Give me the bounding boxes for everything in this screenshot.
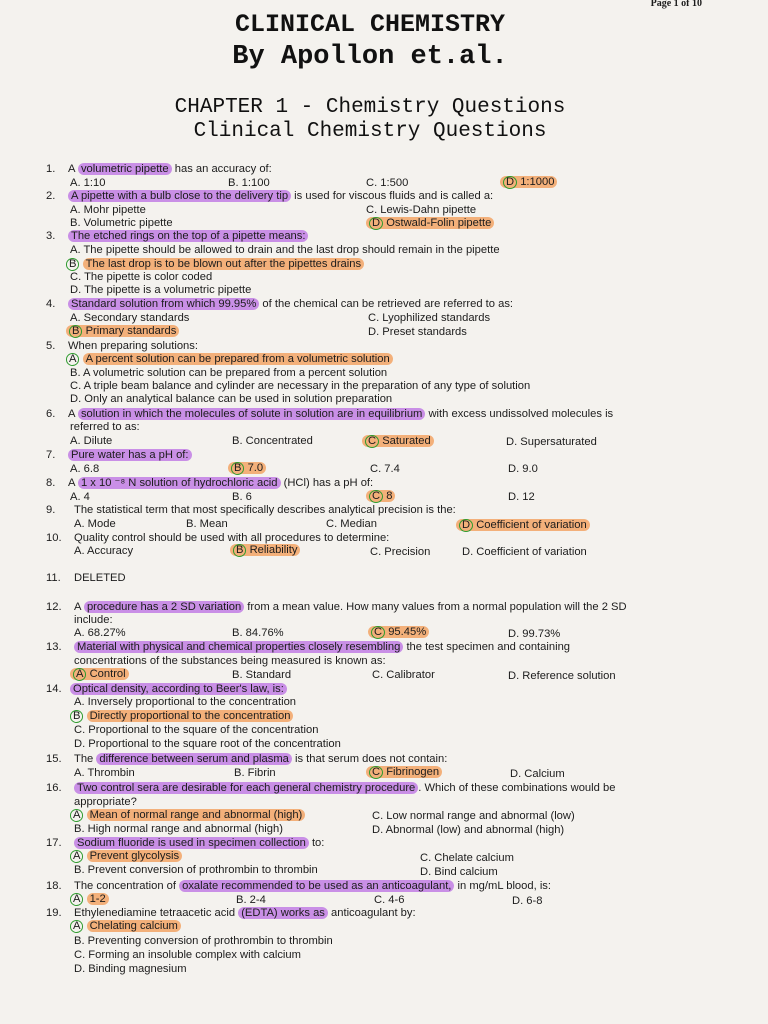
option-c: C. A triple beam balance and cylinder are necessary in the preparation of any type of solution	[70, 380, 531, 392]
answer-circle: B	[233, 544, 246, 557]
option-d: D. 99.73%	[508, 628, 561, 640]
option-b: B. Concentrated	[232, 435, 313, 447]
highlight: volumetric pipette	[78, 163, 172, 175]
question-number: 4.	[46, 298, 56, 310]
question-stem: Sodium fluoride is used in specimen collection to:	[74, 837, 324, 850]
question-number: 2.	[46, 190, 56, 202]
option-b: B. 2-4	[236, 894, 266, 906]
question-number: 16.	[46, 782, 62, 794]
question-number: 5.	[46, 340, 56, 352]
question-stem-cont: appropriate?	[74, 796, 137, 808]
option-d: D. Only an analytical balance can be used in solution preparation	[70, 393, 393, 405]
highlight: Sodium fluoride is used in specimen collection	[74, 837, 309, 849]
answer-circle: B	[70, 710, 83, 723]
question-stem	[68, 449, 192, 462]
option-d-correct: D 1:1000	[500, 176, 557, 189]
option-a: A. Inversely proportional to the concentration	[74, 696, 297, 708]
question-stem: A solution in which the molecules of solute in solution are in equilibrium with excess undissolved molecules is	[68, 408, 614, 420]
option-b-correct: B Directly proportional to the concentration	[70, 710, 293, 723]
option-a: A. 6.8	[70, 463, 100, 475]
answer-circle: C	[369, 490, 383, 503]
option-a-correct: A 1-2	[70, 893, 109, 906]
question-stem: A procedure has a 2 SD variation from a mean value. How many values from a normal population will the 2 SD	[74, 601, 627, 613]
option-a: A. Accuracy	[74, 545, 134, 557]
option-b: B. Preventing conversion of prothrombin to thrombin	[74, 935, 333, 947]
question-stem: Quality control should be used with all procedures to determine:	[74, 532, 390, 544]
highlight: Pure water has a pH of:	[68, 449, 192, 461]
option-a: A. Mode	[74, 518, 116, 530]
question-stem-cont: referred to as:	[70, 421, 140, 433]
option-c: C. Lyophilized standards	[368, 312, 491, 324]
answer-circle: A	[70, 920, 83, 933]
option-b: B. Prevent conversion of prothrombin to thrombin	[74, 864, 318, 876]
option-b-correct: B Primary standards	[66, 325, 179, 338]
option-c: C. Precision	[370, 546, 431, 558]
option-d-correct: D Ostwald-Folin pipette	[366, 217, 494, 230]
question-stem: Two control sera are desirable for each general chemistry procedure . Which of these combinations would be	[74, 782, 615, 795]
question-number: 13.	[46, 641, 62, 653]
highlight: procedure has a 2 SD variation	[84, 601, 244, 613]
option-a: A. The pipette should be allowed to drain and the last drop should remain in the pipette	[70, 244, 500, 256]
option-d: D. Calcium	[510, 768, 565, 780]
question-stem	[68, 230, 308, 243]
question-number: 11.	[46, 572, 61, 584]
question-number: 17.	[46, 837, 62, 849]
document-author: By Apollon et.al.	[232, 42, 508, 72]
option-d: D. Reference solution	[508, 670, 616, 682]
option-d: D. Binding magnesium	[74, 963, 187, 975]
option-c: C. Lewis-Dahn pipette	[366, 204, 477, 216]
option-a: A. 68.27%	[74, 627, 126, 639]
option-b: B. Fibrin	[234, 767, 276, 779]
answer-circle: D	[369, 217, 383, 230]
highlight: difference between serum and plasma	[96, 753, 291, 765]
option-a: A. Dilute	[70, 435, 113, 447]
chapter-heading: CHAPTER 1 - Chemistry Questions	[174, 96, 566, 119]
question-number: 9.	[46, 504, 56, 516]
question-number: 14.	[46, 683, 62, 695]
option-b: B. A volumetric solution can be prepared from a percent solution	[70, 367, 388, 379]
answer-circle: B	[231, 462, 244, 475]
highlight: solution in which the molecules of solute in solution are in equilibrium	[78, 408, 425, 420]
option-b: B. 6	[232, 491, 252, 503]
question-number: 10.	[46, 532, 62, 544]
question-number: 6.	[46, 408, 56, 420]
option-d: D. Coefficient of variation	[462, 546, 587, 558]
option-b: B. Mean	[186, 518, 228, 530]
question-stem: DELETED	[74, 572, 126, 584]
question-stem: A volumetric pipette has an accuracy of:	[68, 163, 272, 175]
highlight: Material with physical and chemical properties closely resembling	[74, 641, 403, 653]
answer-circle: D	[503, 176, 517, 189]
answer-circle: C	[365, 435, 379, 448]
option-c-correct: C 8	[366, 490, 395, 503]
option-c: C. Low normal range and abnormal (low)	[372, 810, 575, 822]
highlight: Standard solution from which 99.95%	[68, 298, 259, 310]
option-a: A. Secondary standards	[70, 312, 190, 324]
option-d: D. 9.0	[508, 463, 538, 475]
option-c: C. 1:500	[366, 177, 409, 189]
option-c: C. Median	[326, 518, 377, 530]
question-stem-cont: concentrations of the substances being measured is known as:	[74, 655, 386, 667]
option-a-correct: A Control	[70, 668, 129, 681]
option-a-correct: A Chelating calcium	[70, 920, 181, 933]
option-d: D. Supersaturated	[506, 436, 597, 448]
option-b-correct: B The last drop is to be blown out after the pipettes drains	[66, 258, 364, 271]
highlight: A pipette with a bulb close to the delivery tip	[68, 190, 291, 202]
answer-circle: C	[369, 766, 383, 779]
question-stem: Standard solution from which 99.95% of the chemical can be retrieved are referred to as:	[68, 298, 513, 311]
question-stem: Material with physical and chemical properties closely resembling the test specimen and containing	[74, 641, 570, 654]
question-stem: A pipette with a bulb close to the delivery tip is used for viscous fluids and is called a:	[68, 190, 493, 203]
answer-circle: A	[70, 850, 83, 863]
option-a-correct: A Mean of normal range and abnormal (high)	[70, 809, 305, 822]
option-a: A. Thrombin	[74, 767, 135, 779]
answer-circle: A	[70, 809, 83, 822]
chapter-subtitle: Clinical Chemistry Questions	[193, 120, 547, 143]
question-stem: The concentration of oxalate recommended to be used as an anticoagulant, in mg/mL blood, is:	[74, 880, 552, 892]
highlight: oxalate recommended to be used as an anticoagulant,	[179, 880, 454, 892]
question-stem: The difference between serum and plasma is that serum does not contain:	[74, 753, 448, 765]
answer-circle: B	[66, 258, 79, 271]
option-d: D. The pipette is a volumetric pipette	[70, 284, 252, 296]
option-c: C. 4-6	[374, 894, 405, 906]
option-c: C. The pipette is color coded	[70, 271, 213, 283]
answer-circle: A	[66, 353, 79, 366]
option-a: A. 1:10	[70, 177, 106, 189]
question-stem-cont: include:	[74, 614, 113, 626]
option-c-correct: C Fibrinogen	[366, 766, 442, 779]
option-d: D. 6-8	[512, 895, 543, 907]
question-number: 19.	[46, 907, 62, 919]
option-c-correct: C Saturated	[362, 435, 434, 448]
question-number: 15.	[46, 753, 62, 765]
option-d: D. Abnormal (low) and abnormal (high)	[372, 824, 565, 836]
option-d: D. Preset standards	[368, 326, 467, 338]
option-c-correct: C 95.45%	[368, 626, 429, 639]
option-d: D. 12	[508, 491, 535, 503]
option-b: B. High normal range and abnormal (high)	[74, 823, 283, 835]
question-number: 1.	[46, 163, 56, 175]
option-c: C. Proportional to the square of the concentration	[74, 724, 319, 736]
option-b-correct: B 7.0	[228, 462, 266, 475]
question-number: 8.	[46, 477, 56, 489]
question-stem	[70, 683, 287, 696]
highlight: Optical density, according to Beer's law, is:	[70, 683, 287, 695]
question-stem: When preparing solutions:	[68, 340, 198, 352]
highlight: (EDTA) works as	[238, 907, 328, 919]
option-c: C. Calibrator	[372, 669, 435, 681]
question-number: 18.	[46, 880, 62, 892]
option-c: C. Forming an insoluble complex with calcium	[74, 949, 301, 961]
question-stem: A 1 x 10 ⁻⁸ N solution of hydrochloric acid (HCl) has a pH of:	[68, 477, 374, 489]
option-b: B. Standard	[232, 669, 292, 681]
option-c: C. 7.4	[370, 463, 400, 475]
option-b-correct: B Reliability	[230, 544, 300, 557]
question-number: 3.	[46, 230, 56, 242]
option-d: D. Proportional to the square root of the concentration	[74, 738, 341, 750]
answer-circle: D	[459, 519, 473, 532]
option-b: B. 1:100	[228, 177, 270, 189]
option-c: C. Chelate calcium	[420, 852, 514, 864]
highlight: The etched rings on the top of a pipette means:	[68, 230, 308, 242]
answer-circle: C	[371, 626, 385, 639]
question-number: 7.	[46, 449, 56, 461]
answer-circle: A	[70, 893, 83, 906]
question-number: 12.	[46, 601, 62, 613]
document-title: CLINICAL CHEMISTRY	[234, 10, 506, 39]
question-stem: Ethylenediamine tetraacetic acid (EDTA) works as anticoagulant by:	[74, 907, 416, 919]
question-stem: The statistical term that most specifically describes analytical precision is the:	[74, 504, 456, 516]
answer-circle: A	[73, 668, 86, 681]
highlight: 1 x 10 ⁻⁸ N solution of hydrochloric acid	[78, 477, 281, 489]
answer-circle: B	[69, 325, 82, 338]
highlight: Two control sera are desirable for each general chemistry procedure	[74, 782, 418, 794]
page-label: Page 1 of 10	[650, 0, 702, 9]
option-d-correct: D Coefficient of variation	[456, 519, 590, 532]
option-a-correct: A Prevent glycolysis	[70, 850, 182, 863]
option-d: D. Bind calcium	[420, 866, 498, 878]
option-b: B. 84.76%	[232, 627, 284, 639]
option-a-correct: A A percent solution can be prepared from a volumetric solution	[66, 353, 393, 366]
option-b: B. Volumetric pipette	[70, 217, 173, 229]
option-a: A. Mohr pipette	[70, 204, 146, 216]
option-a: A. 4	[70, 491, 90, 503]
